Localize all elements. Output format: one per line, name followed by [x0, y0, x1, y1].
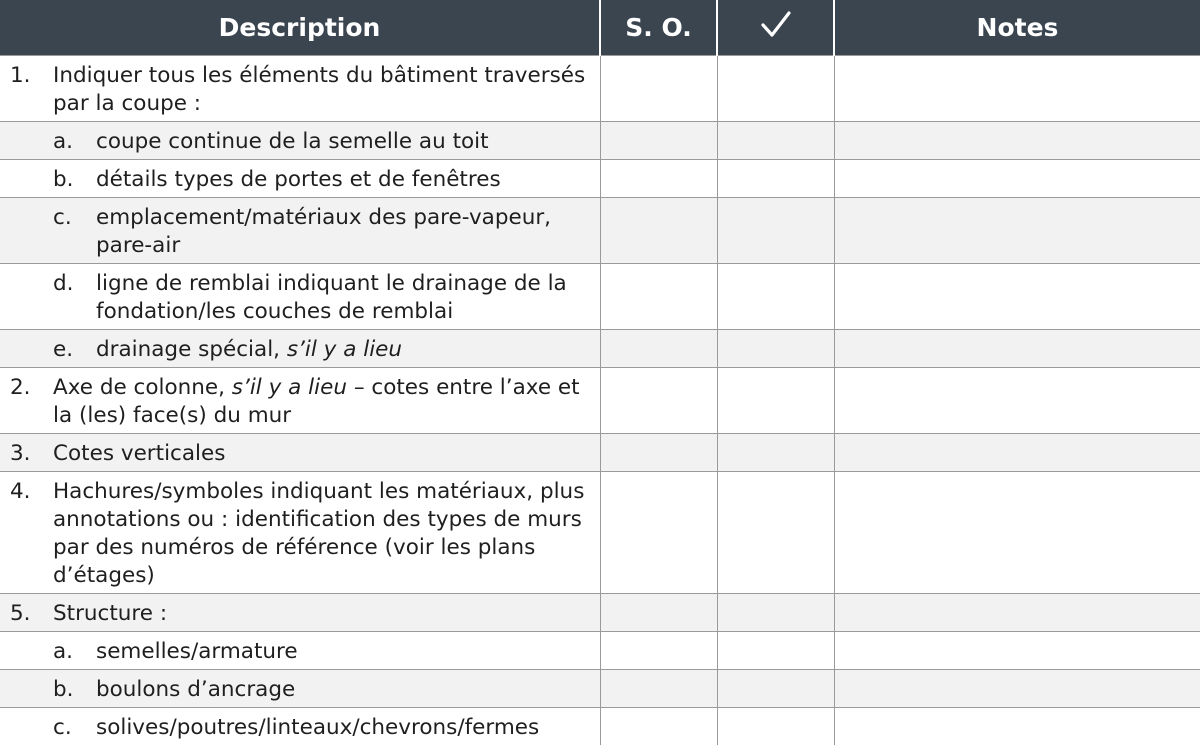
table-body: [0, 56, 1200, 745]
item-number: c.: [0, 204, 96, 260]
description-cell: [0, 264, 600, 330]
item-text-main: Cotes verticales: [53, 441, 225, 466]
item-text: [53, 440, 592, 468]
table-row: [0, 670, 1200, 708]
check-cell[interactable]: [717, 632, 834, 670]
notes-cell[interactable]: [834, 330, 1200, 368]
so-cell[interactable]: [600, 264, 717, 330]
item-text: [96, 204, 592, 260]
item-number: 2.: [0, 374, 53, 430]
item-text: [96, 270, 592, 326]
description-cell: [0, 330, 600, 368]
table-row: [0, 160, 1200, 198]
notes-cell[interactable]: [834, 122, 1200, 160]
item-text: [96, 336, 592, 364]
item-text: [96, 714, 592, 742]
item-text-main: détails types de portes et de fenêtres: [96, 167, 501, 192]
so-cell[interactable]: [600, 330, 717, 368]
notes-cell[interactable]: [834, 472, 1200, 594]
notes-cell[interactable]: [834, 594, 1200, 632]
item-text-main: Indiquer tous les éléments du bâtiment traversés par la coupe :: [53, 63, 585, 116]
table-row: [0, 472, 1200, 594]
description-cell: [0, 472, 600, 594]
description-cell: [0, 368, 600, 434]
item-text-main: Hachures/symboles indiquant les matériaux, plus annotations ou : identification des types de murs par des numéros de référence (voir les plans d’étages): [53, 479, 584, 588]
description-cell: [0, 594, 600, 632]
table-row: [0, 122, 1200, 160]
item-text-main: coupe continue de la semelle au toit: [96, 129, 489, 154]
so-cell[interactable]: [600, 594, 717, 632]
table-row: [0, 434, 1200, 472]
notes-cell[interactable]: [834, 264, 1200, 330]
table-row: [0, 368, 1200, 434]
check-cell[interactable]: [717, 434, 834, 472]
item-text-italic: s’il y a lieu: [232, 375, 347, 400]
description-cell: [0, 56, 600, 122]
item-number: e.: [0, 336, 96, 364]
item-text-main: emplacement/matériaux des pare-vapeur, pare-air: [96, 205, 551, 258]
notes-cell[interactable]: [834, 368, 1200, 434]
check-cell[interactable]: [717, 56, 834, 122]
item-text-after: – cotes entre l’axe et la (les) face(s) du mur: [53, 375, 580, 428]
description-cell: [0, 708, 600, 745]
item-text-italic: s’il y a lieu: [287, 337, 402, 362]
description-cell: [0, 434, 600, 472]
check-cell[interactable]: [717, 368, 834, 434]
check-cell[interactable]: [717, 160, 834, 198]
item-text-main: boulons d’ancrage: [96, 677, 295, 702]
item-number: 5.: [0, 600, 53, 628]
so-cell[interactable]: [600, 368, 717, 434]
item-text-main: drainage spécial,: [96, 337, 287, 362]
table-header: [0, 0, 1200, 56]
item-text: [96, 676, 592, 704]
item-number: 3.: [0, 440, 53, 468]
table-row: [0, 56, 1200, 122]
notes-cell[interactable]: [834, 198, 1200, 264]
table-row: [0, 264, 1200, 330]
item-text-main: semelles/armature: [96, 639, 298, 664]
item-number: c.: [0, 714, 96, 742]
so-cell[interactable]: [600, 434, 717, 472]
check-cell[interactable]: [717, 330, 834, 368]
description-cell: [0, 122, 600, 160]
so-cell[interactable]: [600, 198, 717, 264]
description-cell: [0, 160, 600, 198]
table-row: [0, 708, 1200, 745]
table-row: [0, 198, 1200, 264]
notes-cell[interactable]: [834, 670, 1200, 708]
check-cell[interactable]: [717, 264, 834, 330]
item-text: [53, 600, 592, 628]
so-cell[interactable]: [600, 160, 717, 198]
checkmark-icon: [759, 10, 793, 46]
header-check: [717, 0, 834, 56]
item-number: a.: [0, 638, 96, 666]
notes-cell[interactable]: [834, 434, 1200, 472]
item-number: b.: [0, 166, 96, 194]
item-text: [53, 62, 592, 118]
table-row: [0, 330, 1200, 368]
notes-cell[interactable]: [834, 632, 1200, 670]
header-so: S. O.: [600, 0, 717, 56]
item-text-main: Axe de colonne,: [53, 375, 232, 400]
so-cell[interactable]: [600, 122, 717, 160]
item-number: 4.: [0, 478, 53, 590]
notes-cell[interactable]: [834, 160, 1200, 198]
item-number: d.: [0, 270, 96, 326]
notes-cell[interactable]: [834, 708, 1200, 745]
so-cell[interactable]: [600, 670, 717, 708]
table-row: [0, 632, 1200, 670]
item-number: b.: [0, 676, 96, 704]
item-text: [96, 166, 592, 194]
check-cell[interactable]: [717, 472, 834, 594]
check-cell[interactable]: [717, 122, 834, 160]
header-notes: Notes: [834, 0, 1200, 56]
item-text-main: ligne de remblai indiquant le drainage de la fondation/les couches de remblai: [96, 271, 567, 324]
so-cell[interactable]: [600, 472, 717, 594]
item-text: [96, 128, 592, 156]
notes-cell[interactable]: [834, 56, 1200, 122]
so-cell[interactable]: [600, 632, 717, 670]
check-cell[interactable]: [717, 594, 834, 632]
check-cell[interactable]: [717, 708, 834, 745]
item-number: 1.: [0, 62, 53, 118]
item-text: [53, 478, 592, 590]
item-text-main: solives/poutres/linteaux/chevrons/fermes: [96, 715, 539, 740]
check-cell[interactable]: [717, 670, 834, 708]
item-text: [53, 374, 592, 430]
description-cell: [0, 632, 600, 670]
header-description: Description: [0, 0, 600, 56]
item-text-main: Structure :: [53, 601, 167, 626]
description-cell: [0, 198, 600, 264]
so-cell[interactable]: [600, 708, 717, 745]
item-text: [96, 638, 592, 666]
check-cell[interactable]: [717, 198, 834, 264]
description-cell: [0, 670, 600, 708]
so-cell[interactable]: [600, 56, 717, 122]
item-number: a.: [0, 128, 96, 156]
table-row: [0, 594, 1200, 632]
